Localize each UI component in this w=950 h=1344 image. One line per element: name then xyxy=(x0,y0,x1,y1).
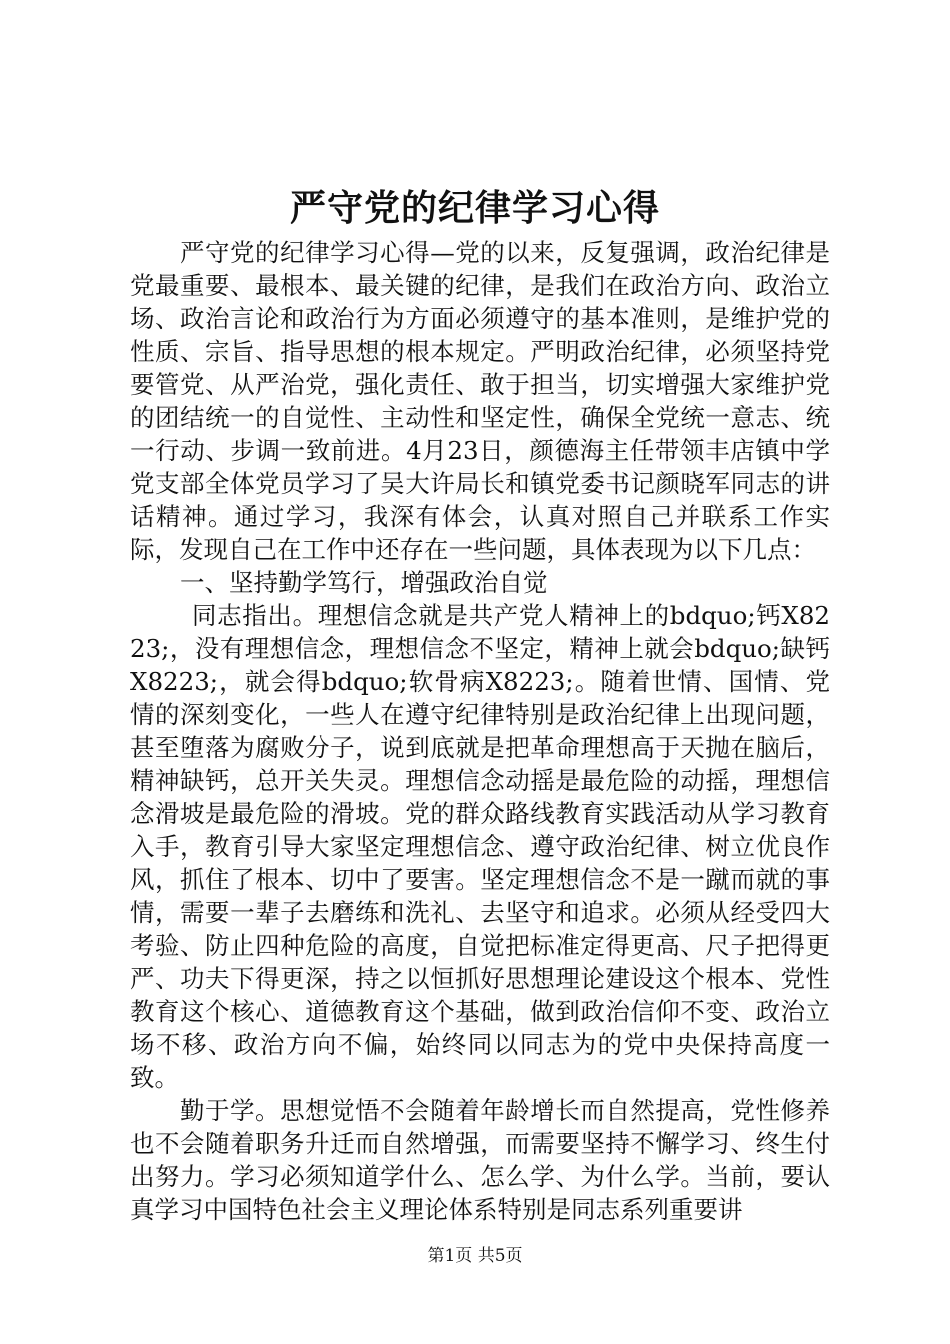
paragraph-intro: 严守党的纪律学习心得—党的以来，反复强调，政治纪律是党最重要、最根本、最关键的纪律，是我们在政治方向、政治立场、政治言论和政治行为方面必须遵守的基本准则，是维护党的性质、宗旨、指导思想的根本规定。严明政治纪律，必须坚持党要管党、从严治党，强化责任、敢于担当，切实增强大家维护党的团结统一的自觉性、主动性和坚定性，确保全党统一意志、统一行动、步调一致前进。4月23日，颜德海主任带领丰店镇中学党支部全体党员学习了吴大许局长和镇党委书记颜晓军同志的讲话精神。通过学习，我深有体会，认真对照自己并联系工作实际，发现自己在工作中还存在一些问题，具体表现为以下几点： xyxy=(130,238,830,564)
paragraph-ideals: 同志指出。理想信念就是共产党人精神上的bdquo;钙X8223;，没有理想信念，理想信念不坚定，精神上就会bdquo;缺钙X8223;，就会得bdquo;软骨病X8223;。随着世情、国情、党情的深刻变化，一些人在遵守纪律特别是政治纪律上出现问题，甚至堕落为腐败分子，说到底就是把革命理想高于天抛在脑后，精神缺钙，总开关失灵。理想信念动摇是最危险的动摇，理想信念滑坡是最危险的滑坡。党的群众路线教育实践活动从学习教育入手，教育引导大家坚定理想信念、遵守政治纪律、树立优良作风，抓住了根本、切中了要害。坚定理想信念不是一蹴而就的事情，需要一辈子去磨练和洗礼、去坚守和追求。必须从经受四大考验、防止四种危险的高度，自觉把标准定得更高、尺子把得更严、功夫下得更深，持之以恒抓好思想理论建设这个根本、党性教育这个核心、道德教育这个基础，做到政治信仰不变、政治立场不移、政治方向不偏，始终同以同志为的党中央保持高度一致。 xyxy=(130,601,830,1092)
document-body xyxy=(130,236,830,1226)
section-heading: 一、坚持勤学笃行，增强政治自觉 xyxy=(180,568,548,597)
page-number-footer: 第1页 共5页 xyxy=(427,1246,523,1266)
paragraph-study: 勤于学。思想觉悟不会随着年龄增长而自然提高，党性修养也不会随着职务升迁而自然增强，而需要坚持不懈学习、终生付出努力。学习必须知道学什么、怎么学、为什么学。当前，要认真学习中国特色社会主义理论体系特别是同志系列重要讲 xyxy=(130,1096,830,1224)
document-title: 严守党的纪律学习心得 xyxy=(289,187,660,229)
